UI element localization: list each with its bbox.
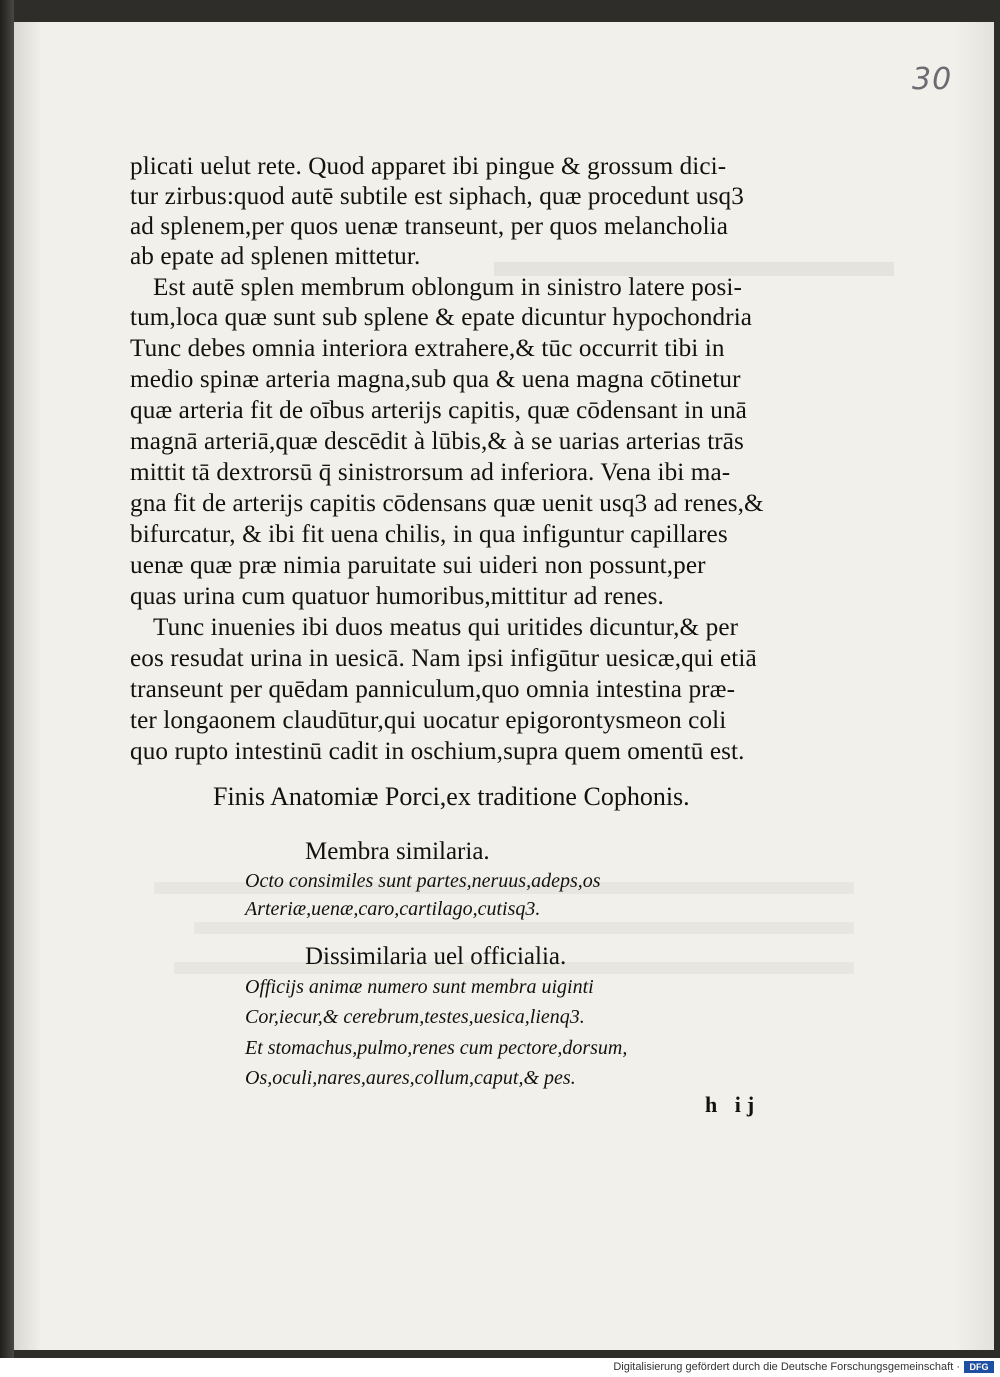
body-line: eos resudat urina in uesicā. Nam ipsi infigūtur uesicæ,qui etiā (130, 645, 757, 672)
book-spine-edge (0, 0, 14, 1358)
body-line: quæ arteria fit de oībus arterijs capitis, quæ cōdensant in unā (130, 397, 747, 424)
verse-line: Octo consimiles sunt partes,neruus,adeps,os (245, 870, 601, 892)
verse-line: Os,oculi,nares,aures,collum,caput,& pes. (245, 1067, 576, 1089)
dfg-logo: DFG (964, 1361, 994, 1373)
verse-line: Officijs animæ numero sunt membra uiginti (245, 976, 594, 998)
body-line: transeunt per quēdam panniculum,quo omnia intestina præ- (130, 676, 736, 703)
body-line: tur zirbus:quod autē subtile est siphach, quæ procedunt usq3 (130, 183, 744, 210)
body-line: quo rupto intestinū cadit in oschium,supra quem omentū est. (130, 738, 745, 765)
body-line: ad splenem,per quos uenæ transeunt, per quos melancholia (130, 213, 729, 240)
verse-line: Et stomachus,pulmo,renes cum pectore,dorsum, (245, 1037, 628, 1059)
folio-number: 30 (912, 62, 953, 97)
section-heading-dissimilaria: Dissimilaria uel officialia. (305, 943, 567, 970)
body-line: medio spinæ arteria magna,sub qua & uena magna cōtinetur (130, 366, 741, 393)
body-line: Tunc inuenies ibi duos meatus qui uritides dicuntur,& per (153, 614, 739, 641)
body-line: bifurcatur, & ibi fit uena chilis, in qua infiguntur capillares (130, 521, 728, 548)
body-line: ter longaonem claudūtur,qui uocatur epigorontysmeon coli (130, 707, 727, 734)
body-line: quas urina cum quatuor humoribus,mittitur ad renes. (130, 583, 664, 610)
body-line: plicati uelut rete. Quod apparet ibi pingue & grossum dici- (130, 153, 727, 180)
footer-bar (0, 1358, 1000, 1377)
signature-mark: h ij (705, 1092, 761, 1117)
body-line: Tunc debes omnia interiora extrahere,& tūc occurrit tibi in (130, 335, 725, 362)
body-line: tum,loca quæ sunt sub splene & epate dicuntur hypochondria (130, 304, 753, 331)
body-line: Est autē splen membrum oblongum in sinistro latere posi- (153, 274, 743, 301)
section-heading-similaria: Membra similaria. (305, 838, 490, 865)
footer-credit: Digitalisierung gefördert durch die Deutsche Forschungsgemeinschaft · (613, 1361, 960, 1373)
body-line: gna fit de arterijs capitis cōdensans quæ uenit usq3 ad renes,& (130, 490, 764, 517)
show-through-mark (194, 922, 854, 934)
verse-line: Arteriæ,uenæ,caro,cartilago,cutisq3. (245, 898, 541, 920)
body-line: ab epate ad splenen mittetur. (130, 243, 421, 270)
body-line: uenæ quæ præ nimia paruitate sui uideri non possunt,per (130, 552, 706, 579)
verse-line: Cor,iecur,& cerebrum,testes,uesica,lienq3. (245, 1006, 585, 1028)
body-line: mittit tā dextrorsū q̄ sinistrorsum ad inferiora. Vena ibi ma- (130, 459, 731, 486)
body-line: magnā arteriā,quæ descēdit à lūbis,& à se uarias arterias trās (130, 428, 744, 455)
colophon: Finis Anatomiæ Porci,ex traditione Cophonis. (213, 782, 690, 811)
